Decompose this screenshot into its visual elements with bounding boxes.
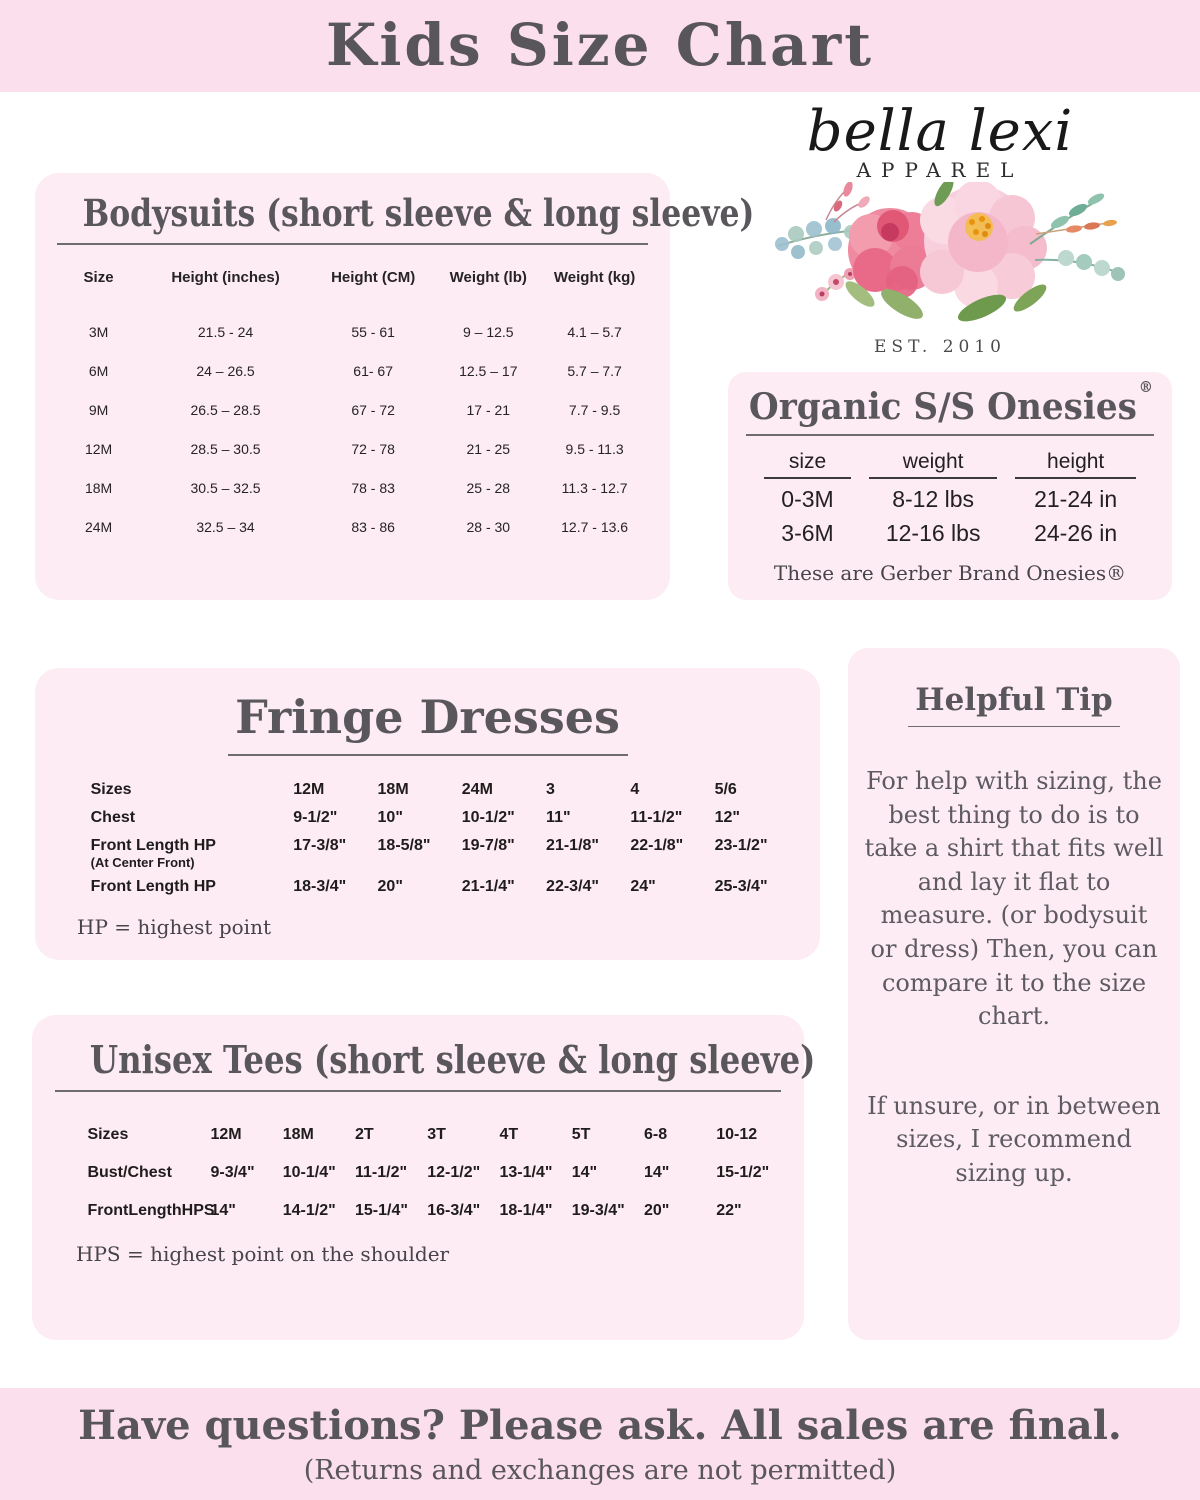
organic-title-text: Organic S/S Onesies [748,386,1137,428]
unisex-tees-panel [32,1015,816,1340]
bodysuits-table [57,259,648,546]
bodysuits-panel [35,173,755,600]
table-cell: 10-12 [716,1126,758,1143]
table-cell: 67 - 72 [351,402,395,418]
table-cell: 61- 67 [353,363,393,379]
table-cell: 12M [210,1126,242,1143]
fringe-table-body [55,776,801,901]
table-cell: 12M [84,441,113,457]
table-cell: 14" [210,1202,236,1219]
table-header-cell: size [764,450,851,479]
table-cell: 5T [571,1126,591,1143]
table-cell: FrontLengthHPS [87,1202,215,1219]
table-cell: 11-1/2" [630,809,683,826]
table-cell: 28 - 30 [466,519,511,535]
table-cell: 12.7 - 13.6 [561,519,629,535]
table-cell: 10" [377,809,403,826]
bottom-banner [0,1388,1200,1500]
peony-stamens [965,213,993,241]
table-header-cell: Weight (kg) [553,269,636,286]
organic-onesies-panel [728,372,1172,600]
table-cell: 9-1/2" [293,809,338,826]
table-header-cell: Height (CM) [331,269,416,286]
table-cell: 72 - 78 [351,441,395,457]
table-row [764,483,1136,513]
helpful-tip-paragraph-2: If unsure, or in between sizes, I recommend sizing up. [867,1091,1161,1187]
bodysuits-table-header [57,259,648,312]
table-cell: 10-1/2" [461,809,515,826]
table-cell: 12-1/2" [427,1164,481,1181]
top-banner [0,0,1200,92]
helpful-tip-paragraph-1: For help with sizing, the best thing to do is to take a shirt that fits well and lay it flat to measure. (or bodysuit or dress) Then, you can compare it to the size chart. [864,767,1164,1031]
tees-table-body [47,1116,788,1230]
table-cell: 22-1/8" [630,837,684,854]
table-cell: Chest [90,809,136,826]
table-cell: Sizes [90,781,132,798]
table-cell: 18-1/4" [499,1202,553,1219]
table-cell: 14-1/2" [282,1202,336,1219]
table-cell: 14" [571,1164,598,1181]
table-cell: 24 – 26.5 [196,363,255,379]
bodysuits-title: Bodysuits (short sleeve & long sleeve) [82,191,755,235]
table-row [55,832,801,856]
table-cell: 19-7/8" [461,837,515,854]
table-cell: 24-26 in [1034,520,1118,546]
table-cell: 14" [643,1164,670,1181]
table-cell: 8-12 lbs [892,486,975,512]
table-cell: 22" [716,1202,742,1219]
unisex-tees-title: Unisex Tees (short sleeve & long sleeve) [89,1037,816,1082]
helpful-tip-underline [908,726,1120,727]
eucalyptus-left [775,218,858,259]
table-cell [630,856,714,873]
organic-table-header [764,450,1136,479]
table-header-cell: Weight (lb) [449,269,527,286]
organic-onesies-title [739,378,1161,428]
table-cell: 18M [377,781,409,798]
table-cell: 23-1/2" [714,837,768,854]
table-cell: 20" [377,878,403,896]
fringe-title-underline [228,754,628,756]
table-row [57,507,648,546]
table-row [55,804,801,832]
table-row [47,1116,788,1154]
helpful-tip-panel [848,648,1180,1340]
table-cell: 24M [461,781,493,798]
fringe-dresses-table [55,776,801,901]
table-cell: 9-3/4" [210,1164,255,1181]
table-cell: 15-1/2" [716,1164,770,1181]
table-cell: 12M [293,781,325,798]
table-cell: 18M [84,480,113,496]
table-cell: 10-1/4" [282,1164,336,1181]
unisex-tees-table [47,1116,788,1230]
table-row [57,351,648,390]
table-cell: Bust/Chest [87,1164,172,1181]
organic-title-underline [746,434,1154,436]
table-cell: 21-1/4" [461,878,515,896]
tees-hps-note: HPS = highest point on the shoulder [76,1242,450,1266]
table-cell: 17-3/8" [293,837,347,854]
table-cell: 25 - 28 [466,480,511,496]
table-cell: 25-3/4" [714,878,768,896]
table-row [57,390,648,429]
table-cell [462,856,546,873]
organic-onesies-table [746,446,1154,551]
table-row [764,517,1136,547]
table-cell: 22-3/4" [546,878,599,896]
floral-bouquet-illustration [730,182,1150,332]
table-cell [715,856,801,873]
fringe-dresses-title: Fringe Dresses [235,690,620,744]
table-cell: 12.5 – 17 [459,363,518,379]
bodysuits-title-underline [57,243,648,245]
table-cell: 9.5 - 11.3 [565,441,624,457]
table-cell: 7.7 - 9.5 [568,402,621,418]
table-cell: 3 [546,781,555,798]
table-cell: 3M [88,324,109,340]
registered-trademark-icon: ® [1138,378,1153,396]
table-cell: 5/6 [714,781,737,798]
table-cell: 21 - 25 [466,441,511,457]
table-cell: 0-3M [781,486,834,512]
table-row [55,873,801,901]
table-cell: 21.5 - 24 [197,324,254,340]
table-row [47,1154,788,1192]
table-cell: 24" [630,878,656,896]
table-cell: 3-6M [781,520,834,546]
table-cell: 18-5/8" [377,837,431,854]
table-cell: 26.5 – 28.5 [190,402,261,418]
table-cell: 21-1/8" [546,837,599,854]
table-cell: 21-24 in [1034,486,1118,512]
page-title: Kids Size Chart [325,11,875,79]
table-cell: 12-16 lbs [885,520,981,546]
table-cell: 16-3/4" [427,1202,481,1219]
helpful-tip-title: Helpful Tip [915,682,1113,718]
table-cell: 55 - 61 [351,324,395,340]
table-cell: 12" [714,809,740,826]
table-cell: 2T [354,1126,374,1143]
table-header-cell: Height (inches) [171,269,280,286]
brand-subtitle: APPAREL [856,157,1024,182]
table-cell: 20" [643,1202,670,1219]
table-cell [293,856,377,873]
table-cell: 4T [499,1126,519,1143]
table-row [57,429,648,468]
table-cell: 11-1/2" [354,1164,408,1181]
table-row [55,856,801,873]
table-cell: Sizes [87,1126,129,1143]
organic-table-body [764,483,1136,547]
table-cell [546,856,630,873]
table-cell: 18-3/4" [293,878,347,896]
table-cell: 5.7 – 7.7 [567,363,622,379]
brand-name: bella lexi [806,99,1074,164]
footer-line-2: (Returns and exchanges are not permitted) [303,1455,897,1486]
table-cell: 17 - 21 [466,402,511,418]
table-header-row [764,450,1136,479]
table-cell: Front Length HP [90,878,216,896]
greenery-right [1030,191,1125,281]
table-cell: 11.3 - 12.7 [561,480,628,496]
brand-established: EST. 2010 [874,337,1006,357]
table-cell: Front Length HP [90,837,216,854]
table-cell: 3T [427,1126,446,1143]
table-cell: 9M [88,402,109,418]
table-cell: 15-1/4" [354,1202,408,1219]
table-cell: 28.5 – 30.5 [190,441,261,457]
table-cell: 24M [84,519,113,535]
table-header-cell: weight [869,450,997,479]
fringe-hp-note: HP = highest point [77,915,271,940]
fringe-dresses-panel [35,668,820,960]
table-header-cell: height [1015,450,1136,479]
organic-note: These are Gerber Brand Onesies® [773,561,1127,585]
table-cell: (At Center Front) [90,855,195,870]
table-header-row [57,259,648,312]
table-row [57,468,648,507]
table-cell: 6-8 [643,1126,668,1143]
table-cell [378,856,462,873]
brand-logo [730,99,1150,371]
table-row [47,1192,788,1230]
table-cell: 4 [630,781,640,798]
table-cell: 4.1 – 5.7 [567,324,622,340]
table-cell: 78 - 83 [351,480,395,496]
table-cell: 9 – 12.5 [462,324,514,340]
table-row [55,776,801,804]
table-cell: 6M [88,363,109,379]
table-cell: 19-3/4" [571,1202,625,1219]
table-cell: 13-1/4" [499,1164,553,1181]
tees-title-underline [55,1090,781,1092]
table-row [57,312,648,351]
table-cell: 30.5 – 32.5 [190,480,261,496]
table-cell: 18M [282,1126,314,1143]
table-cell: 83 - 86 [351,519,395,535]
table-cell: 32.5 – 34 [196,519,255,535]
footer-line-1: Have questions? Please ask. All sales are final. [78,1402,1122,1449]
bodysuits-table-body [57,312,648,546]
table-header-cell: Size [83,269,114,286]
table-cell: 11" [546,809,571,826]
